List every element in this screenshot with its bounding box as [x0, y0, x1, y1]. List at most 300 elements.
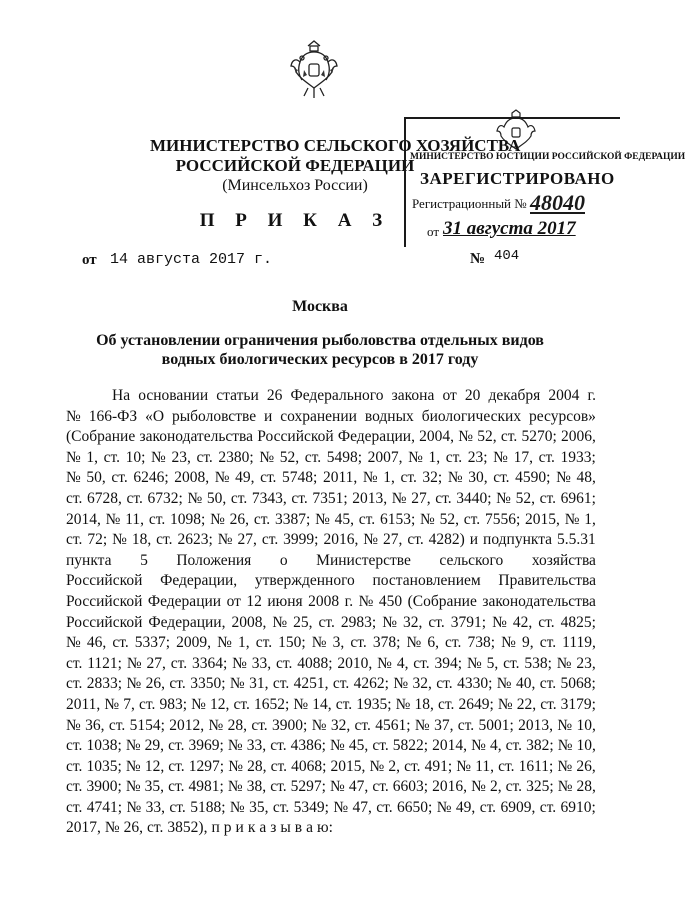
ministry-name-line1: МИНИСТЕРСТВО СЕЛЬСКОГО ХОЗЯЙСТВА — [150, 136, 521, 155]
body-word: 1121; — [87, 654, 122, 672]
body-word: 4088; — [297, 654, 333, 672]
body-word: ст. — [168, 757, 185, 775]
body-word: Федерации — [147, 592, 222, 610]
body-word: Российской — [66, 572, 143, 590]
body-word: № — [466, 654, 482, 672]
body-word: ст. — [270, 757, 287, 775]
body-word: 2008 — [308, 592, 340, 610]
body-word: ст. — [318, 613, 335, 631]
body-word: 2, — [388, 757, 401, 775]
body-word: 4282) — [428, 531, 465, 549]
body-word: ст. — [112, 634, 129, 652]
body-line — [66, 468, 596, 489]
body-word: 2004 — [548, 387, 580, 404]
body-word: 35, — [249, 798, 269, 816]
body-word: 23, — [576, 654, 596, 672]
body-word: Федерации, — [148, 613, 226, 631]
body-word: № — [125, 737, 141, 755]
body-word: № — [330, 737, 345, 755]
body-word: Министерстве — [316, 551, 411, 569]
body-word: 7343, — [251, 489, 287, 507]
body-word: 1, — [86, 448, 99, 466]
body-word: ст. — [272, 798, 290, 816]
body-word: 2011, — [322, 469, 358, 487]
body-word: ст. — [260, 469, 277, 487]
body-word: 2008, — [231, 613, 267, 631]
body-word: закона — [391, 387, 435, 404]
body-word: № — [471, 737, 486, 755]
body-word: ст. — [445, 448, 463, 466]
body-word: 5748; — [282, 469, 318, 487]
body-word: № — [217, 531, 233, 549]
body-word: 32, — [412, 675, 432, 693]
body-word: № — [227, 778, 243, 796]
body-line — [66, 551, 596, 572]
body-word: 3900; — [86, 778, 122, 796]
body-word: ст. — [428, 613, 445, 631]
body-word: ст. — [66, 757, 83, 775]
body-word: ст. — [372, 737, 389, 755]
body-word: ст. — [437, 695, 455, 713]
body-word: 26, — [145, 675, 166, 693]
body-word: 33, — [145, 798, 166, 816]
body-word: 2, — [489, 778, 502, 796]
body-word: р — [223, 819, 232, 837]
body-word: Российской — [66, 592, 143, 610]
body-line — [66, 489, 596, 510]
body-word: ст. — [66, 489, 83, 507]
body-word: ст. — [233, 695, 250, 713]
stamp-registered-label: ЗАРЕГИСТРИРОВАНО — [420, 169, 615, 188]
body-word: 5.5.31 — [557, 531, 596, 549]
body-word: ст. — [539, 489, 556, 507]
body-word: 10, — [576, 737, 596, 755]
body-word: 4, — [396, 654, 409, 672]
document-title-line1: Об установлении ограничения рыболовства отдельных видов — [96, 332, 544, 349]
body-word: 37, — [434, 716, 454, 734]
ministry-short-name: (Минсельхоз России) — [222, 177, 368, 194]
body-word: 49, — [235, 469, 255, 487]
body-word: 5001; — [478, 716, 514, 734]
body-word: а — [306, 819, 313, 837]
body-word: № — [556, 469, 571, 487]
body-word: и — [235, 819, 244, 837]
body-word: 29, — [144, 737, 165, 755]
body-word: ст. — [304, 448, 322, 466]
body-line — [66, 448, 596, 469]
body-word: 4590; — [515, 469, 551, 487]
body-word: ст. — [500, 428, 518, 446]
body-word: 1119, — [562, 634, 596, 652]
body-word: № — [471, 778, 486, 796]
body-word: № — [214, 469, 230, 487]
body-word: Российской — [66, 613, 143, 631]
body-word: ресурсов» — [529, 407, 596, 425]
body-word: ст. — [147, 819, 164, 837]
body-word: о — [279, 551, 288, 569]
body-word: постановлением — [372, 572, 481, 590]
body-word: ст. — [335, 695, 353, 713]
body-word: 28, — [227, 716, 247, 734]
body-word: 2014, — [66, 510, 101, 528]
body-word: 27, — [237, 531, 257, 549]
body-word: ст. — [66, 675, 83, 693]
body-line — [66, 674, 596, 695]
body-word: 3791; — [450, 613, 487, 631]
body-word: подпункта — [483, 531, 553, 549]
order-date-prefix: от — [82, 252, 97, 268]
body-word: № — [315, 510, 330, 528]
body-word: № — [330, 778, 345, 796]
stamp-date-handwritten: 31 августа 2017 — [443, 218, 576, 239]
body-word: № — [272, 613, 288, 631]
body-word: 3, — [332, 634, 345, 652]
body-word: 7556; — [484, 510, 521, 528]
body-word: 2623; — [177, 531, 213, 549]
body-word: 325; — [526, 778, 554, 796]
body-word: 20 — [464, 387, 481, 404]
body-word: 1, — [238, 634, 250, 652]
body-word: № — [564, 510, 580, 528]
body-word: № — [557, 778, 573, 796]
body-word: ст. — [66, 531, 83, 549]
body-word: ю: — [317, 819, 333, 837]
body-word: ст. — [498, 757, 515, 775]
body-word: ст. — [169, 798, 186, 816]
body-word: п — [211, 819, 220, 837]
body-word: 52, — [515, 489, 535, 507]
body-word: № — [420, 510, 435, 528]
body-word: 3852), — [167, 819, 208, 837]
body-word: ст. — [156, 531, 173, 549]
body-word: 18, — [414, 695, 434, 713]
body-word: № — [496, 675, 512, 693]
body-word: № — [229, 675, 245, 693]
body-word: от — [442, 387, 457, 404]
body-word: № — [66, 634, 81, 652]
body-word: ст. — [261, 531, 279, 549]
body-word: Правительства — [498, 572, 596, 590]
body-line — [66, 654, 596, 675]
body-word: и — [469, 531, 479, 549]
body-word: 3969; — [188, 737, 224, 755]
body-word: 4330; — [457, 675, 493, 693]
body-word: № — [208, 716, 224, 734]
body-word: 6, — [427, 634, 439, 652]
body-word: 3387; — [274, 510, 311, 528]
body-word: № — [556, 654, 572, 672]
body-word: 1, — [428, 448, 441, 466]
body-word: утвержденного — [254, 572, 355, 590]
body-word: 2017, — [66, 819, 101, 837]
body-word: 5154; — [129, 716, 165, 734]
body-word: 14, — [312, 695, 332, 713]
body-word: ст. — [126, 489, 143, 507]
body-word: № — [362, 469, 378, 487]
body-word: 33, — [251, 654, 272, 672]
body-word: ст. — [66, 737, 83, 755]
body-word: № — [447, 469, 463, 487]
body-word: 2016, — [323, 531, 359, 549]
body-word: № — [125, 757, 141, 775]
body-word: 1038; — [86, 737, 122, 755]
body-word: 5, — [486, 654, 499, 672]
body-word: № — [228, 757, 243, 775]
body-word: ст. — [436, 675, 453, 693]
body-word: 22, — [516, 695, 537, 713]
body-word: 5 — [140, 551, 148, 569]
body-word: № — [187, 489, 203, 507]
body-word: хозяйства — [531, 551, 596, 569]
body-word: законодательства — [482, 592, 596, 610]
body-word: 17, — [513, 448, 533, 466]
body-word: к — [247, 819, 256, 837]
body-word: г. — [587, 387, 596, 404]
body-word: 27, — [146, 654, 166, 672]
body-word: ст. — [372, 778, 389, 796]
body-word: № — [227, 737, 243, 755]
body-word: 1, — [584, 510, 596, 528]
body-word: № — [406, 634, 422, 652]
body-word: биологических — [421, 407, 522, 425]
body-word: № — [382, 613, 397, 631]
body-word: 2016, — [432, 778, 468, 796]
body-word: № — [66, 716, 81, 734]
body-word: 4561; — [375, 716, 411, 734]
body-word: 30, — [468, 469, 488, 487]
body-word: з — [270, 819, 277, 837]
body-word: ст. — [479, 798, 497, 816]
body-word: 5270; — [521, 428, 557, 446]
body-word: № — [497, 695, 513, 713]
body-word: № — [501, 634, 516, 652]
body-word: 1035; — [86, 757, 122, 775]
body-word: 2009, — [176, 634, 212, 652]
body-word: 6603; — [392, 778, 429, 796]
body-word: 3179; — [560, 695, 596, 713]
body-word: 2010, — [337, 654, 373, 672]
body-word: и — [264, 407, 273, 425]
body-word: пункта — [66, 551, 112, 569]
body-word: 32, — [330, 716, 351, 734]
body-word: 28, — [247, 757, 267, 775]
body-word: № — [66, 469, 81, 487]
body-word: 6246; — [133, 469, 169, 487]
body-word: ст. — [539, 634, 557, 652]
body-word: 27, — [411, 489, 431, 507]
body-word: 2649; — [458, 695, 494, 713]
body-word: (Собрание — [407, 592, 477, 610]
body-line — [66, 757, 596, 778]
body-word: № — [369, 757, 385, 775]
body-word: ст. — [350, 634, 367, 652]
body-word: Российской — [257, 428, 334, 446]
order-number-sign: № — [470, 251, 486, 267]
stamp-date-label: от — [427, 224, 440, 239]
body-word: 18, — [131, 531, 152, 549]
body-word: ст. — [503, 654, 520, 672]
body-word: № — [311, 716, 327, 734]
body-word: № — [105, 510, 121, 528]
body-word: 50, — [206, 489, 227, 507]
body-word: 3350; — [190, 675, 226, 693]
body-word: ст. — [169, 675, 186, 693]
body-word: 5297; — [290, 778, 326, 796]
body-word: 46, — [86, 634, 107, 652]
body-word: ст. — [291, 489, 308, 507]
body-word: ст. — [505, 737, 522, 755]
body-word: а — [259, 819, 267, 837]
body-word: ст. — [111, 469, 128, 487]
body-word: ст. — [435, 489, 452, 507]
body-word: 2014, — [432, 737, 468, 755]
body-word: ст. — [255, 634, 273, 652]
body-line — [66, 510, 596, 531]
body-word: 40, — [515, 675, 536, 693]
body-word: ст. — [376, 798, 393, 816]
body-word: 1098; — [169, 510, 206, 528]
body-word: 42, — [512, 613, 533, 631]
document-title-line2: водных биологических ресурсов в 2017 году — [161, 351, 479, 368]
body-word: 12, — [144, 757, 165, 775]
body-word: 5337; — [134, 634, 171, 652]
stamp-ministry-name: МИНИСТЕРСТВО ЮСТИЦИИ РОССИЙСКОЙ ФЕДЕРАЦИИ — [410, 152, 685, 162]
body-word: 2983; — [340, 613, 377, 631]
body-word: № — [458, 428, 474, 446]
body-word: ст. — [539, 798, 557, 816]
body-word: ы — [280, 819, 291, 837]
body-word: ст. — [139, 695, 156, 713]
body-word: ст. — [332, 675, 350, 693]
body-word: ст. — [539, 675, 557, 693]
body-word: 2015, — [330, 757, 366, 775]
body-word: № — [217, 634, 232, 652]
body-word: Федерации, — [337, 428, 415, 446]
body-word: № — [126, 675, 142, 693]
body-word: № — [436, 798, 452, 816]
body-word: 2015, — [525, 510, 560, 528]
body-word: 6732; — [147, 489, 183, 507]
body-word: 3440; — [456, 489, 492, 507]
body-word: 6650; — [397, 798, 433, 816]
body-word: № — [104, 695, 120, 713]
body-word: № — [259, 448, 275, 466]
body-line — [66, 613, 596, 634]
body-word: 11, — [125, 510, 145, 528]
body-word: 2006, — [561, 428, 596, 446]
body-line — [66, 818, 596, 839]
body-word: ст. — [413, 654, 430, 672]
body-word: в — [294, 819, 303, 837]
body-word: от — [226, 592, 241, 610]
body-word: ст. — [354, 716, 371, 734]
body-word: № — [557, 737, 573, 755]
body-line — [66, 427, 596, 448]
body-word: 26, — [123, 819, 144, 837]
body-word: 2833; — [86, 675, 123, 693]
body-word: 52, — [279, 448, 300, 466]
body-word: № — [496, 489, 511, 507]
coat-of-arms-emblem — [288, 38, 340, 100]
city: Москва — [292, 298, 348, 315]
body-word: 6153; — [379, 510, 416, 528]
body-word: 36, — [85, 716, 105, 734]
body-word: 382; — [526, 737, 554, 755]
body-word: ст. — [168, 737, 185, 755]
body-word: сельского — [439, 551, 504, 569]
body-word: 6910; — [560, 798, 596, 816]
body-word: ст. — [463, 510, 481, 528]
body-word: 2012, — [169, 716, 205, 734]
body-word: ст. — [251, 716, 268, 734]
body-word: № — [395, 695, 411, 713]
body-word: № — [456, 757, 472, 775]
body-word: № — [377, 654, 392, 672]
body-word: Федерации, — [160, 572, 238, 590]
body-word: № — [492, 613, 507, 631]
order-number: 404 — [494, 248, 520, 264]
body-word: № — [66, 448, 81, 466]
body-line — [66, 592, 596, 613]
body-word: 48, — [576, 469, 596, 487]
body-word: 3900; — [272, 716, 308, 734]
body-word: 150; — [278, 634, 306, 652]
body-word: 26, — [576, 757, 596, 775]
body-word: водных — [364, 407, 414, 425]
body-line — [66, 407, 596, 428]
body-word: № — [358, 592, 374, 610]
body-word: статьи — [216, 387, 259, 404]
body-word: ст. — [540, 695, 557, 713]
body-word: 4981; — [188, 778, 224, 796]
body-word: ст. — [538, 448, 555, 466]
body-word: 4068; — [291, 757, 327, 775]
body-word: 47, — [348, 778, 369, 796]
body-word: № — [393, 675, 409, 693]
body-word: 378; — [372, 634, 401, 652]
body-word: № — [333, 798, 349, 816]
body-line — [66, 571, 596, 592]
body-word: Положения — [176, 551, 252, 569]
body-word: ст. — [170, 654, 188, 672]
body-word: № — [229, 798, 245, 816]
body-word: 33, — [246, 737, 267, 755]
body-word: (Собрание — [66, 428, 136, 446]
body-word: ст. — [445, 634, 462, 652]
body-word: 2008, — [174, 469, 210, 487]
body-word: 4262; — [353, 675, 389, 693]
body-word: июня — [267, 592, 303, 610]
body-word: 49, — [455, 798, 476, 816]
ministry-name-line2: РОССИЙСКОЙ ФЕДЕРАЦИИ — [175, 156, 415, 175]
body-word: 2013, — [518, 716, 554, 734]
body-paragraph — [66, 386, 596, 839]
body-word: № — [210, 510, 225, 528]
body-word: 7, — [123, 695, 135, 713]
body-line — [66, 777, 596, 798]
body-line — [66, 633, 596, 654]
body-word: 4251, — [293, 675, 329, 693]
body-word: ст. — [148, 510, 166, 528]
body-word: рыболовстве — [172, 407, 257, 425]
body-line — [66, 530, 596, 551]
body-word: 491; — [424, 757, 453, 775]
body-word: № — [414, 716, 430, 734]
body-word: № — [126, 654, 142, 672]
body-word: 2380; — [218, 448, 254, 466]
body-word: 2007, — [367, 448, 403, 466]
body-word: 12 — [246, 592, 262, 610]
